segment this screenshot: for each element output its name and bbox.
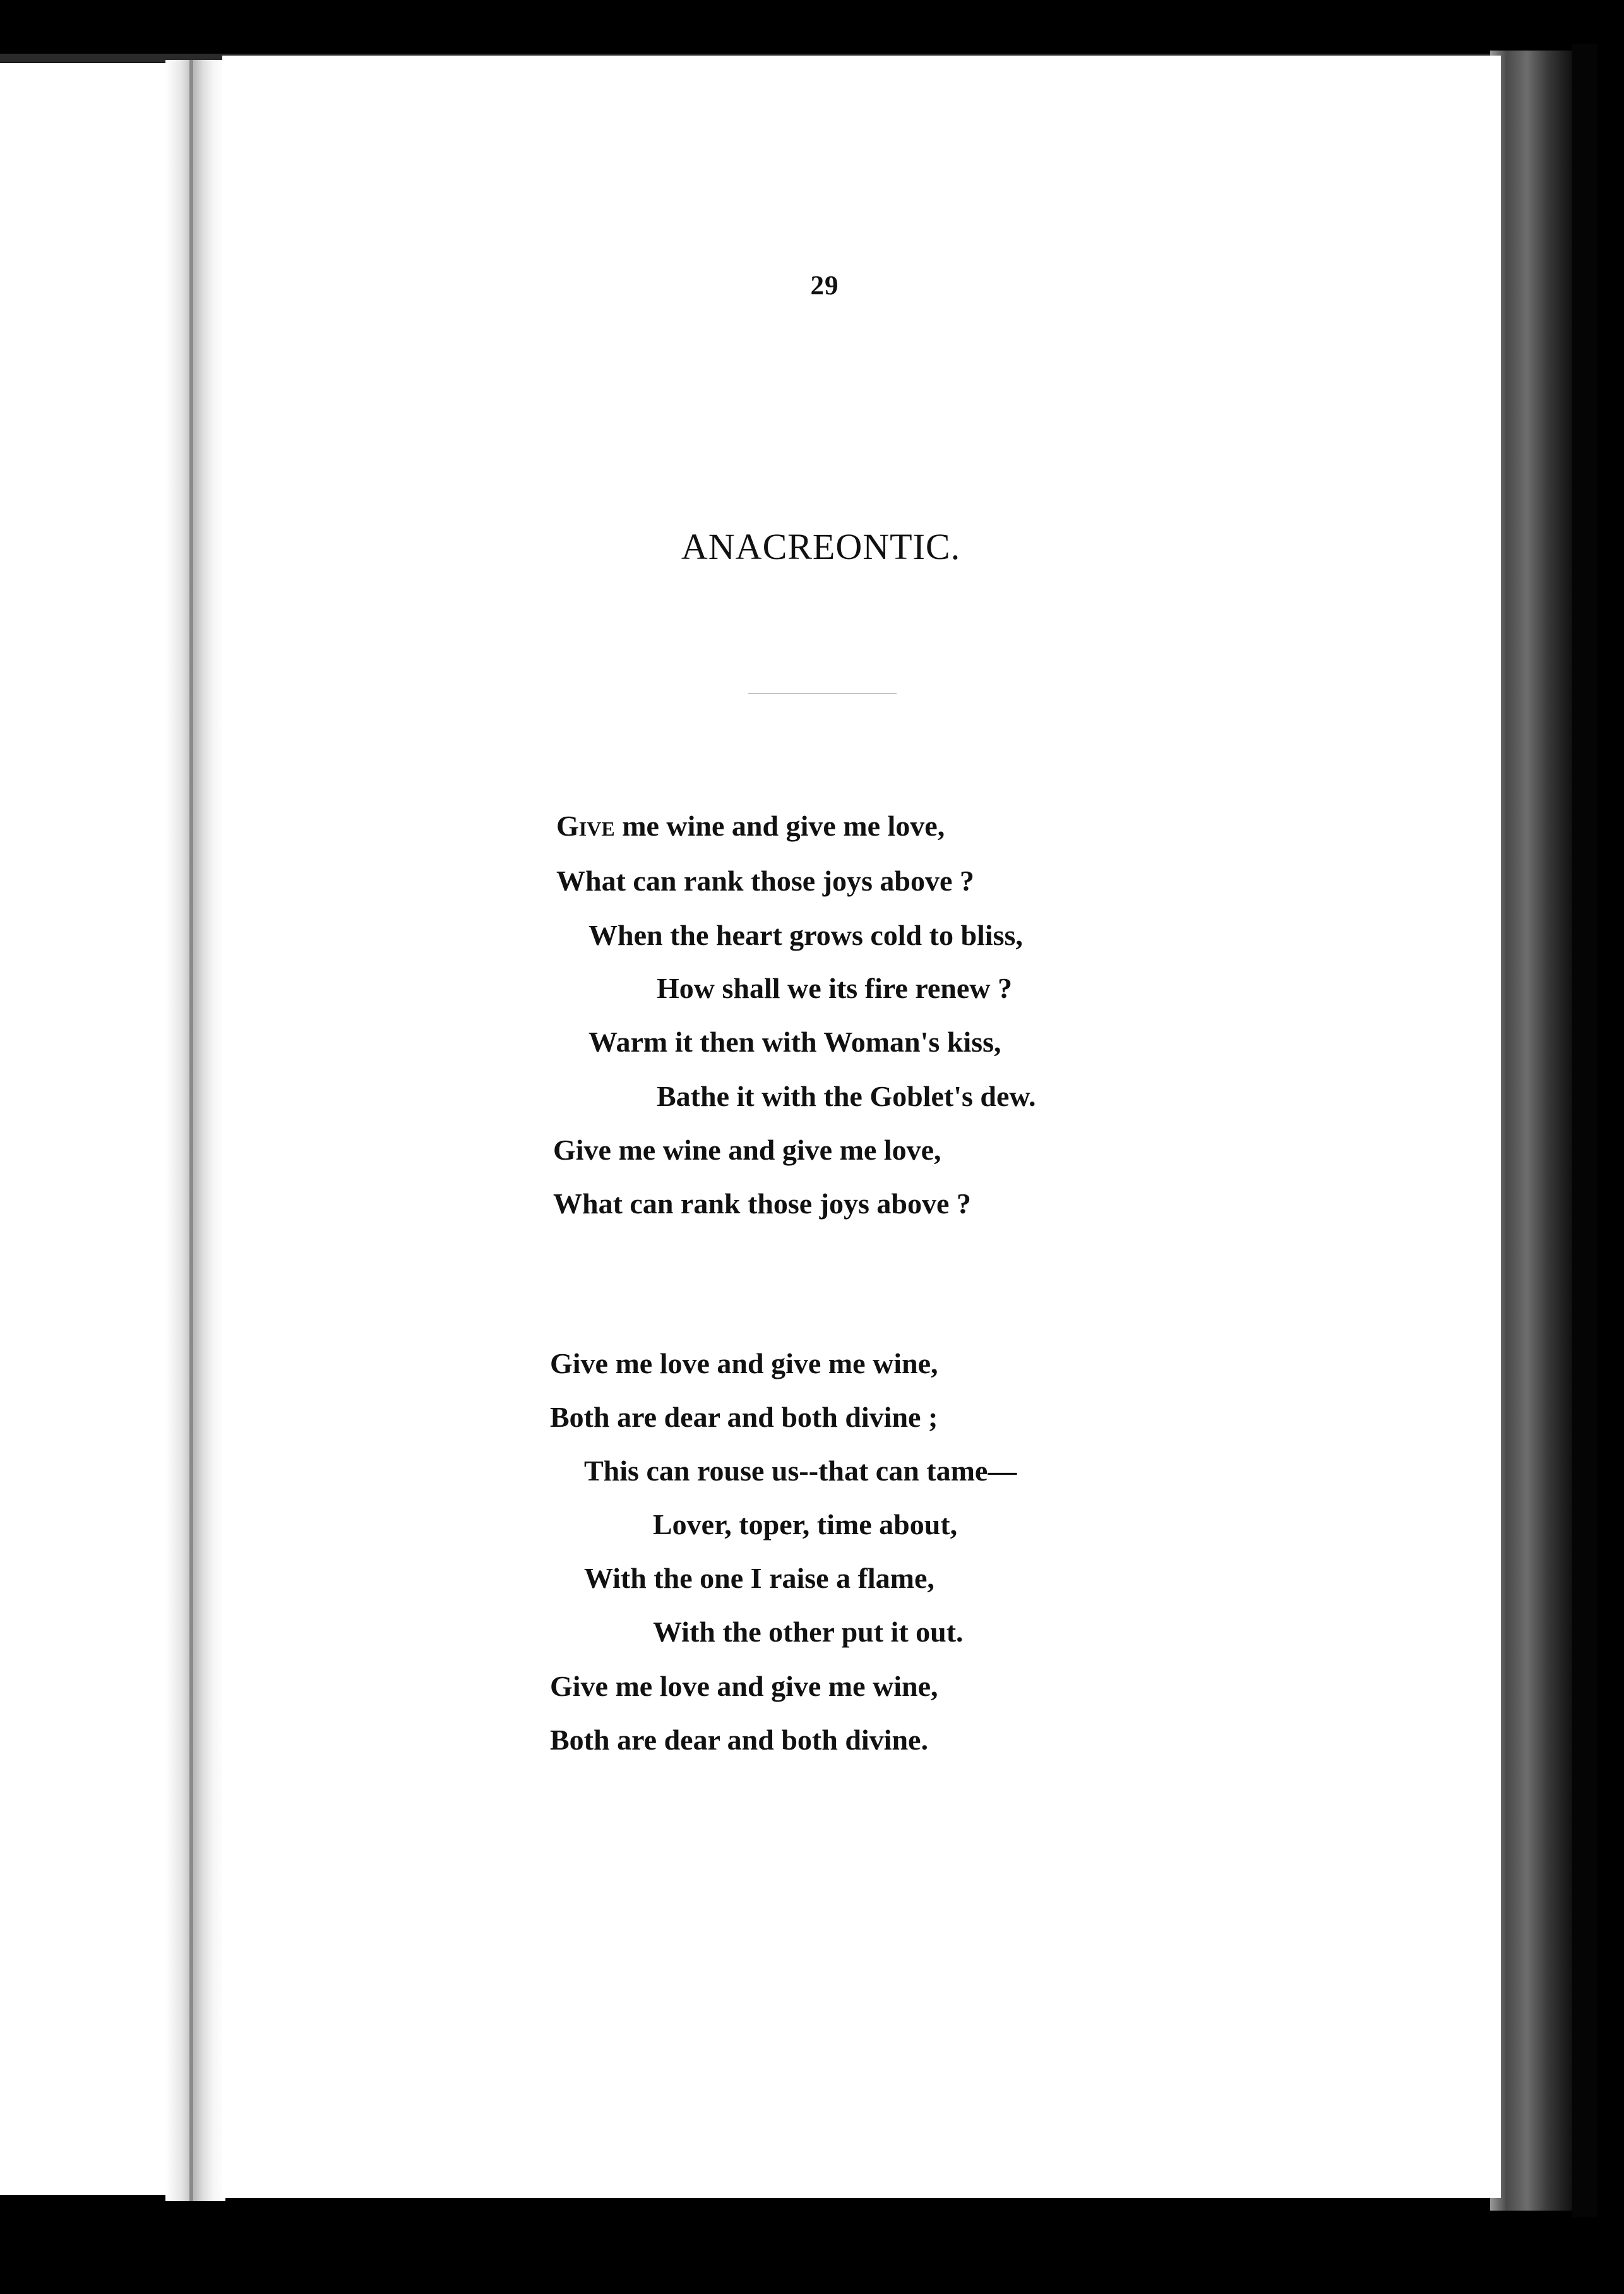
stanza2-line7: Give me love and give me wine, bbox=[550, 1670, 938, 1702]
stanza2-line3: This can rouse us--that can tame— bbox=[584, 1455, 1017, 1487]
stanza2-line8: Both are dear and both divine. bbox=[550, 1724, 928, 1756]
gutter-fold-line bbox=[189, 60, 193, 2201]
stanza1-line7: Give me wine and give me love, bbox=[553, 1134, 941, 1166]
stanza1-line3: When the heart grows cold to bliss, bbox=[588, 919, 1023, 951]
poem-title: ANACREONTIC. bbox=[681, 526, 961, 567]
line-text: me wine and give me love, bbox=[614, 810, 945, 842]
stanza1-line6: Bathe it with the Goblet's dew. bbox=[657, 1080, 1036, 1112]
stanza2-line2: Both are dear and both divine ; bbox=[550, 1401, 938, 1433]
stanza2-line5: With the one I raise a flame, bbox=[584, 1562, 934, 1594]
book-gutter bbox=[165, 60, 225, 2201]
stanza1-line5: Warm it then with Woman's kiss, bbox=[588, 1026, 1001, 1058]
page-number: 29 bbox=[810, 271, 839, 301]
stanza2-line6: With the other put it out. bbox=[653, 1616, 964, 1648]
stanza2-line4: Lover, toper, time about, bbox=[653, 1508, 958, 1540]
drop-word: Give bbox=[556, 810, 615, 842]
stanza1-line2: What can rank those joys above ? bbox=[556, 865, 974, 897]
stanza1-line4: How shall we its fire renew ? bbox=[657, 972, 1013, 1004]
book-fore-edge bbox=[1490, 51, 1572, 2211]
book-page bbox=[222, 56, 1501, 2198]
stanza1-line8: What can rank those joys above ? bbox=[553, 1187, 971, 1220]
stanza2-line1: Give me love and give me wine, bbox=[550, 1347, 938, 1379]
title-divider bbox=[748, 693, 897, 694]
facing-page-blank bbox=[0, 63, 189, 2195]
book-cover-edge bbox=[1572, 44, 1597, 2217]
stanza1-line1 bbox=[556, 812, 945, 841]
